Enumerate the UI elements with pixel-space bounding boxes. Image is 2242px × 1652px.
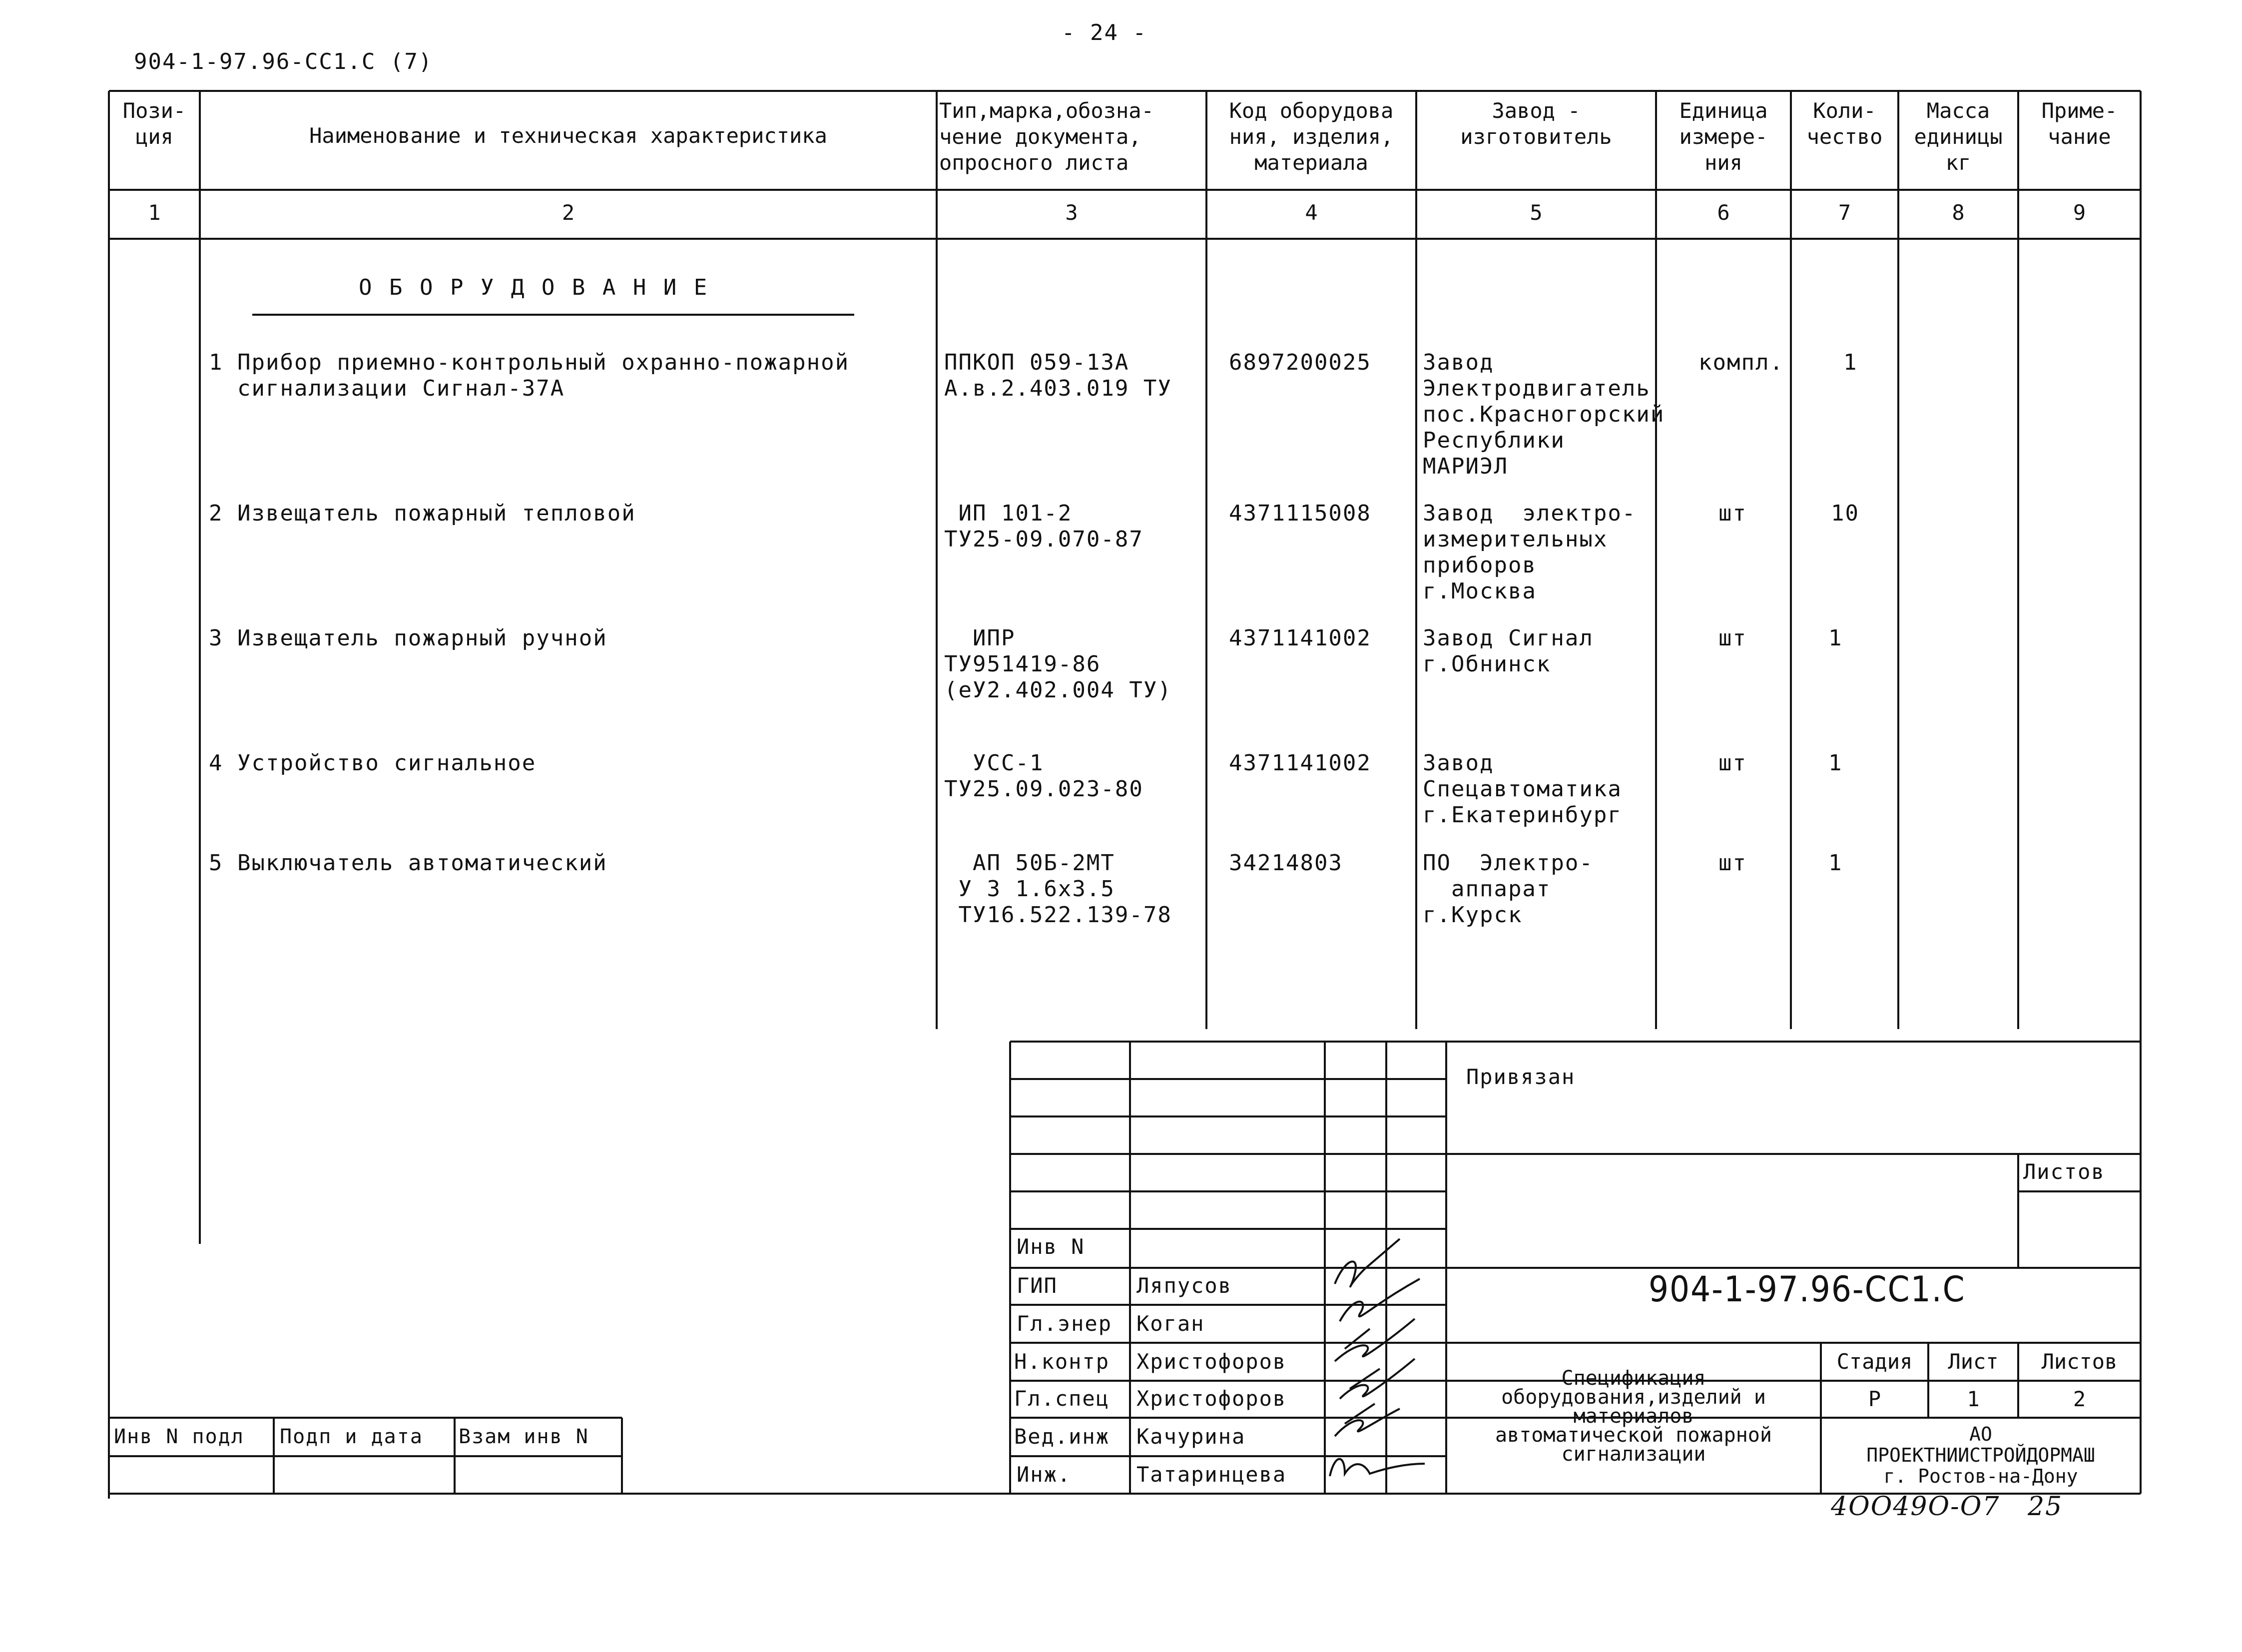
doc-description: Спецификация оборудования,изделий и материалов автоматической пожарной сигнализации <box>1495 1367 1772 1466</box>
sheets-label: Листов <box>2041 1349 2118 1374</box>
sheet-value: 1 <box>1967 1387 1980 1411</box>
row-name: 1 Прибор приемно-контрольный охранно-пожарной сигнализации Сигнал-37А <box>209 350 850 401</box>
role: Гл.энер <box>1017 1311 1113 1336</box>
col-number: 1 <box>148 200 161 225</box>
row-type: ИПР ТУ951419-86 (еУ2.402.004 ТУ) <box>944 625 1172 703</box>
doc-code-top: 904-1-97.96-СС1.С (7) <box>134 49 433 74</box>
stage-value: Р <box>1868 1387 1881 1411</box>
row-qty: 1 <box>1828 625 1843 651</box>
person-name: Христофоров <box>1136 1349 1287 1374</box>
header-unit: Единица измере- ния <box>1679 98 1768 175</box>
header-name: Наименование и техническая характеристика <box>309 123 827 148</box>
row-maker: Завод Сигнал г.Обнинск <box>1423 625 1594 677</box>
row-type: АП 50Б-2МТ У 3 1.6х3.5 ТУ16.522.139-78 <box>958 850 1172 928</box>
role: Инж. <box>1017 1462 1072 1487</box>
row-code: 6897200025 <box>1229 350 1371 375</box>
header-type: Тип,марка,обозна- чение документа, опросного листа <box>939 98 1154 175</box>
col-number: 4 <box>1305 200 1318 225</box>
header-maker: Завод - изготовитель <box>1460 98 1612 149</box>
row-code: 4371115008 <box>1229 501 1371 526</box>
row-unit: шт <box>1718 750 1747 776</box>
stamp-podp-data: Подп и дата <box>280 1425 423 1448</box>
header-position: Пози- ция <box>122 98 186 149</box>
privyazan-label: Привязан <box>1466 1065 1576 1089</box>
row-maker: Завод электро- измерительных приборов г.Москва <box>1423 501 1637 604</box>
col-number: 8 <box>1952 200 1965 225</box>
person-name: Качурина <box>1136 1424 1246 1449</box>
row-name: 3 Извещатель пожарный ручной <box>209 625 607 651</box>
header-qty: Коли- чество <box>1806 98 1883 149</box>
row-maker: ПО Электро- аппарат г.Курск <box>1423 850 1594 928</box>
stamp-vzam-inv: Взам инв N <box>459 1425 589 1448</box>
col-number: 7 <box>1838 200 1851 225</box>
signatures-icon <box>1325 1229 1446 1494</box>
stamp-inv-podl: Инв N подл <box>114 1425 244 1448</box>
stage-label: Стадия <box>1836 1349 1913 1374</box>
row-type: ППКОП 059-13А А.в.2.403.019 ТУ <box>944 350 1172 401</box>
person-name: Коган <box>1136 1311 1205 1336</box>
sheets-value: 2 <box>2073 1387 2086 1411</box>
row-unit: шт <box>1718 501 1747 526</box>
handwritten-code: 4ОО49О-О7 25 <box>1831 1492 2063 1522</box>
organization: АО ПРОЕКТНИИСТРОЙДОРМАШ г. Ростов-на-Дону <box>1866 1423 2095 1487</box>
row-code: 4371141002 <box>1229 750 1371 776</box>
row-code: 4371141002 <box>1229 625 1371 651</box>
row-name: 2 Извещатель пожарный тепловой <box>209 501 636 526</box>
person-name: Татаринцева <box>1136 1462 1287 1487</box>
row-qty: 10 <box>1831 501 1859 526</box>
row-maker: Завод Электродвигатель пос.Красногорский Республики МАРИЭЛ <box>1423 350 1665 479</box>
sheet-label: Лист <box>1948 1349 1999 1374</box>
section-title: О Б О Р У Д О В А Н И Е <box>359 275 709 300</box>
role: Н.контр <box>1014 1349 1110 1374</box>
col-number: 6 <box>1717 200 1730 225</box>
header-mass: Масса единицы кг <box>1914 98 2003 175</box>
role: Гл.спец <box>1014 1386 1110 1411</box>
role: Вед.инж <box>1014 1424 1110 1449</box>
role: ГИП <box>1017 1273 1058 1298</box>
row-unit: шт <box>1718 850 1747 876</box>
page-number: - 24 - <box>1062 20 1147 45</box>
row-type: УСС-1 ТУ25.09.023-80 <box>944 750 1143 802</box>
listov-top-label: Листов <box>2023 1159 2105 1184</box>
person-name: Христофоров <box>1136 1386 1287 1411</box>
row-qty: 1 <box>1843 350 1858 375</box>
doc-code: 904-1-97.96-СС1.С <box>1649 1269 1966 1310</box>
row-code: 34214803 <box>1229 850 1343 876</box>
row-qty: 1 <box>1828 850 1843 876</box>
col-number: 3 <box>1065 200 1078 225</box>
inv-label: Инв N <box>1017 1234 1085 1259</box>
col-number: 5 <box>1530 200 1543 225</box>
row-unit: шт <box>1718 625 1747 651</box>
person-name: Ляпусов <box>1136 1273 1232 1298</box>
row-name: 4 Устройство сигнальное <box>209 750 537 776</box>
row-type: ИП 101-2 ТУ25-09.070-87 <box>944 501 1143 552</box>
row-maker: Завод Спецавтоматика г.Екатеринбург <box>1423 750 1622 828</box>
col-number: 2 <box>561 200 575 225</box>
header-code: Код оборудова ния, изделия, материала <box>1229 98 1394 175</box>
row-unit: компл. <box>1698 350 1784 375</box>
header-note: Приме- чание <box>2041 98 2118 149</box>
col-number: 9 <box>2073 200 2086 225</box>
row-qty: 1 <box>1828 750 1843 776</box>
row-name: 5 Выключатель автоматический <box>209 850 607 876</box>
